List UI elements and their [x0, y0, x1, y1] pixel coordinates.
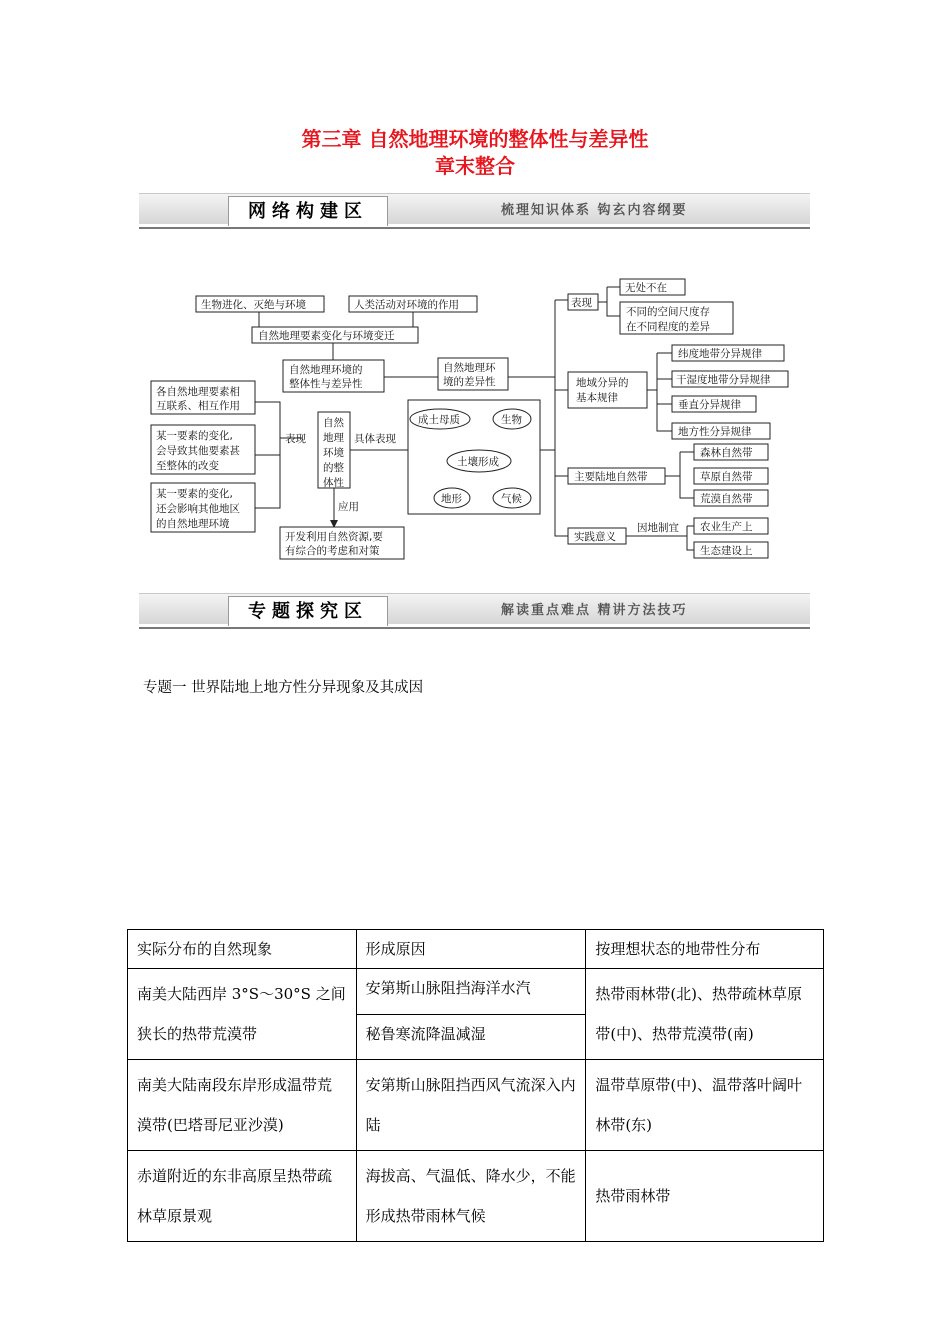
node-rule-vertical: 垂直分异规律 [678, 399, 741, 411]
banner-subtitle: 解读重点难点 精讲方法技巧 [501, 603, 688, 618]
label-application: 应用 [338, 501, 359, 513]
banner-tab: 网络构建区 [228, 196, 388, 226]
label-local-conditions: 因地制宜 [637, 522, 679, 534]
banner-tab: 专题探究区 [228, 596, 388, 626]
table-row [128, 969, 824, 1015]
cause-cell: 海拔高、气温低、降水少，不能形成热带雨林气候 [356, 1151, 586, 1242]
node-rules-1: 地域分异的 [576, 377, 629, 389]
cause-cell: 安第斯山脉阻挡西风气流深入内陆 [356, 1060, 586, 1151]
ellipse-terrain: 地形 [441, 493, 462, 505]
node-left3-line3: 的自然地理环境 [156, 518, 230, 530]
topic-banner [139, 593, 810, 629]
topic-heading: 专题一 世界陆地上地方性分异现象及其成因 [143, 680, 424, 696]
node-main-line2: 整体性与差异性 [289, 378, 363, 390]
node-rules-2: 基本规律 [576, 392, 618, 404]
node-rule-local: 地方性分异规律 [678, 426, 752, 438]
node-left1-line1: 各自然地理要素相 [156, 386, 240, 398]
node-difference-1: 自然地理环 [443, 362, 496, 374]
phenomenon-cell: 赤道附近的东非高原呈热带疏林草原景观 [128, 1151, 357, 1242]
node-left2-line3: 至整体的改变 [156, 460, 219, 472]
node-difference-2: 境的差异性 [443, 376, 496, 388]
chapter-subtitle: 章末整合 [435, 154, 515, 178]
chapter-title: 第三章 自然地理环境的整体性与差异性 [301, 127, 649, 151]
node-scale-1: 不同的空间尺度存 [626, 306, 710, 318]
node-apply-line1: 开发利用自然资源,要 [285, 531, 383, 543]
node-everywhere: 无处不在 [625, 282, 667, 294]
table-row [128, 1060, 824, 1151]
table-header-row [128, 930, 824, 969]
label-biaoxian-left: 表现 [285, 433, 306, 445]
node-integrity-1: 自然 [323, 417, 344, 429]
phenomena-table [127, 929, 824, 1242]
node-apply-line2: 有综合的考虑和对策 [285, 545, 380, 557]
node-ecology: 生态建设上 [700, 545, 753, 557]
table-row [128, 1151, 824, 1242]
node-scale-2: 在不同程度的差异 [626, 321, 710, 333]
header-cell: 实际分布的自然现象 [128, 930, 357, 969]
node-left2-line1: 某一要素的变化, [156, 430, 233, 442]
ellipse-biology: 生物 [501, 414, 522, 426]
node-natural-zones: 主要陆地自然带 [574, 471, 648, 483]
node-grassland-zone: 草原自然带 [700, 471, 753, 483]
node-desert-zone: 荒漠自然带 [700, 493, 753, 505]
ideal-cell: 温带草原带(中)、温带落叶阔叶林带(东) [586, 1060, 824, 1151]
node-main-line1: 自然地理环境的 [289, 364, 363, 376]
label-specific: 具体表现 [354, 433, 396, 445]
header-cell: 形成原因 [356, 930, 586, 969]
node-element-change: 自然地理要素变化与环境变迁 [258, 330, 395, 342]
node-biaoxian-right: 表现 [571, 297, 592, 309]
node-left2-line2: 会导致其他要素甚 [156, 445, 240, 457]
node-integrity-3: 环境 [323, 447, 344, 459]
node-integrity-2: 地理 [323, 432, 344, 444]
node-integrity-5: 体性 [323, 477, 344, 489]
cause-cell: 安第斯山脉阻挡海洋水汽 [356, 969, 586, 1015]
node-human-activity: 人类活动对环境的作用 [354, 299, 459, 311]
node-bio-evolution: 生物进化、灭绝与环境 [201, 299, 306, 311]
node-integrity-4: 的整 [323, 462, 344, 474]
node-rule-latitude: 纬度地带分异规律 [678, 348, 762, 360]
ellipse-climate: 气候 [501, 493, 522, 505]
node-agriculture: 农业生产上 [700, 521, 753, 533]
ideal-cell: 热带雨林带 [586, 1151, 824, 1242]
ellipse-soil-formation: 土壤形成 [457, 456, 499, 468]
header-cell: 按理想状态的地带性分布 [586, 930, 824, 969]
node-left1-line2: 互联系、相互作用 [156, 400, 240, 412]
node-rule-moisture: 干湿度地带分异规律 [676, 374, 771, 386]
banner-subtitle: 梳理知识体系 钩玄内容纲要 [501, 203, 688, 218]
phenomenon-cell: 南美大陆南段东岸形成温带荒漠带(巴塔哥尼亚沙漠) [128, 1060, 357, 1151]
ellipse-parent-material: 成土母质 [418, 414, 460, 426]
phenomenon-cell: 南美大陆西岸 3°S～30°S 之间狭长的热带荒漠带 [128, 969, 357, 1060]
ideal-cell: 热带雨林带(北)、热带疏林草原带(中)、热带荒漠带(南) [586, 969, 824, 1060]
node-practice: 实践意义 [574, 531, 616, 543]
node-left3-line2: 还会影响其他地区 [156, 503, 240, 515]
node-left3-line1: 某一要素的变化, [156, 488, 233, 500]
cause-cell: 秘鲁寒流降温减湿 [356, 1014, 586, 1060]
node-forest-zone: 森林自然带 [700, 447, 753, 459]
